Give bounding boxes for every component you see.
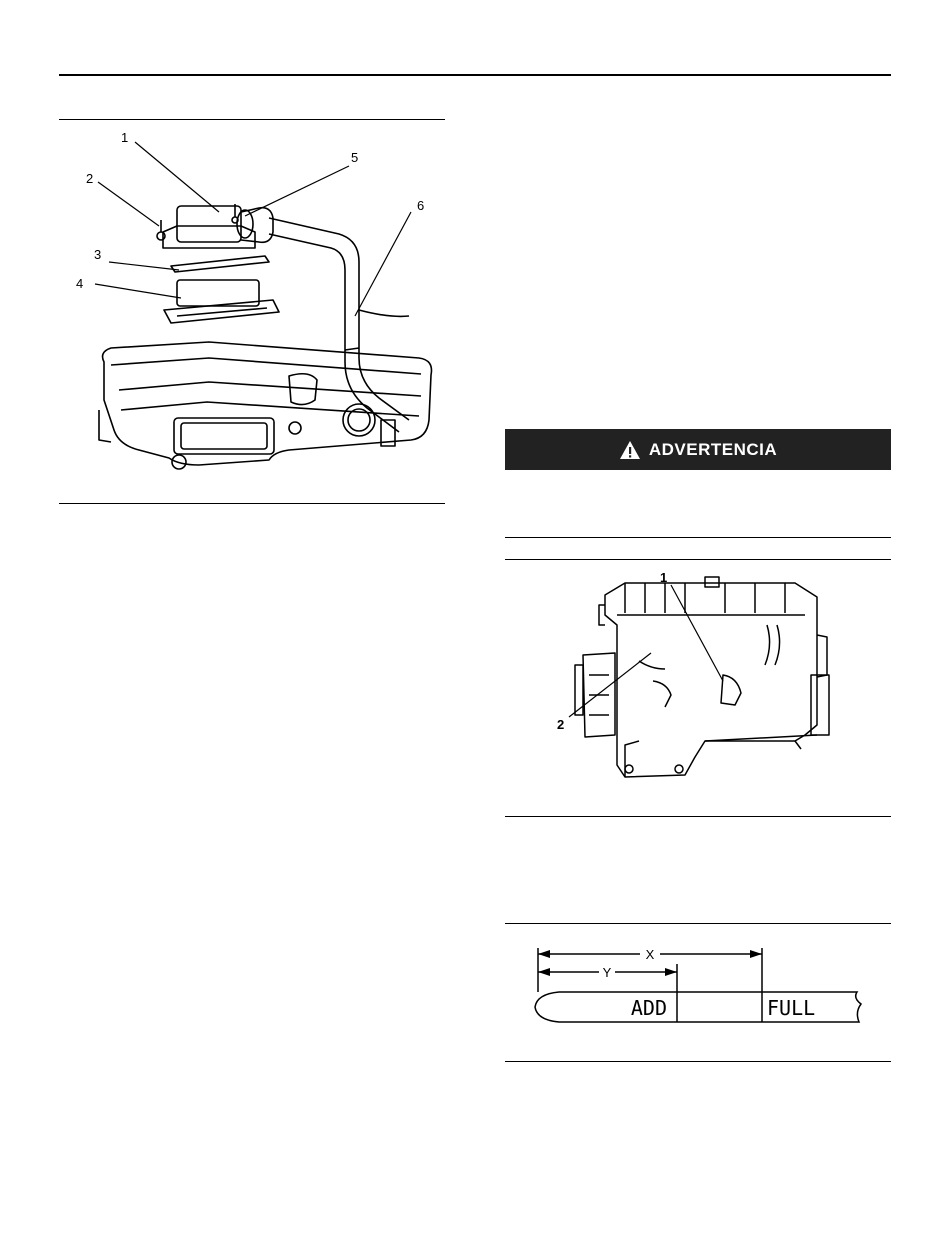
figure2-callout-2: 2: [557, 717, 565, 732]
warning-label: ADVERTENCIA: [648, 439, 778, 459]
figure1-bottom-rule: [59, 503, 445, 504]
figure3-full-label: FULL: [767, 996, 816, 1020]
figure1-callout-5: 5: [351, 150, 359, 165]
figure3-add-label: ADD: [630, 996, 667, 1020]
figure2-top-rule: [505, 559, 891, 560]
figure3-dimension-y: Y: [602, 965, 612, 980]
warning-triangle-icon: [619, 440, 641, 460]
figure1-callout-4: 4: [76, 276, 84, 291]
figure2-bottom-rule: [505, 816, 891, 817]
figure2-callout-1: 1: [660, 570, 668, 585]
figure2-engine-illustration: [555, 565, 845, 811]
figure3-dipstick-diagram: [525, 940, 870, 1050]
figure3-bottom-rule: [505, 1061, 891, 1062]
figure3-dimension-x: X: [645, 947, 655, 962]
warning-bottom-rule: [505, 537, 891, 538]
figure1-callout-6: 6: [417, 198, 425, 213]
figure3-top-rule: [505, 923, 891, 924]
figure1-breather-illustration: [59, 120, 445, 502]
figure1-callout-1: 1: [121, 130, 129, 145]
page-header-rule: [59, 74, 891, 76]
figure1-callout-3: 3: [94, 247, 102, 262]
figure1-callout-2: 2: [86, 171, 94, 186]
warning-banner: [505, 429, 891, 470]
